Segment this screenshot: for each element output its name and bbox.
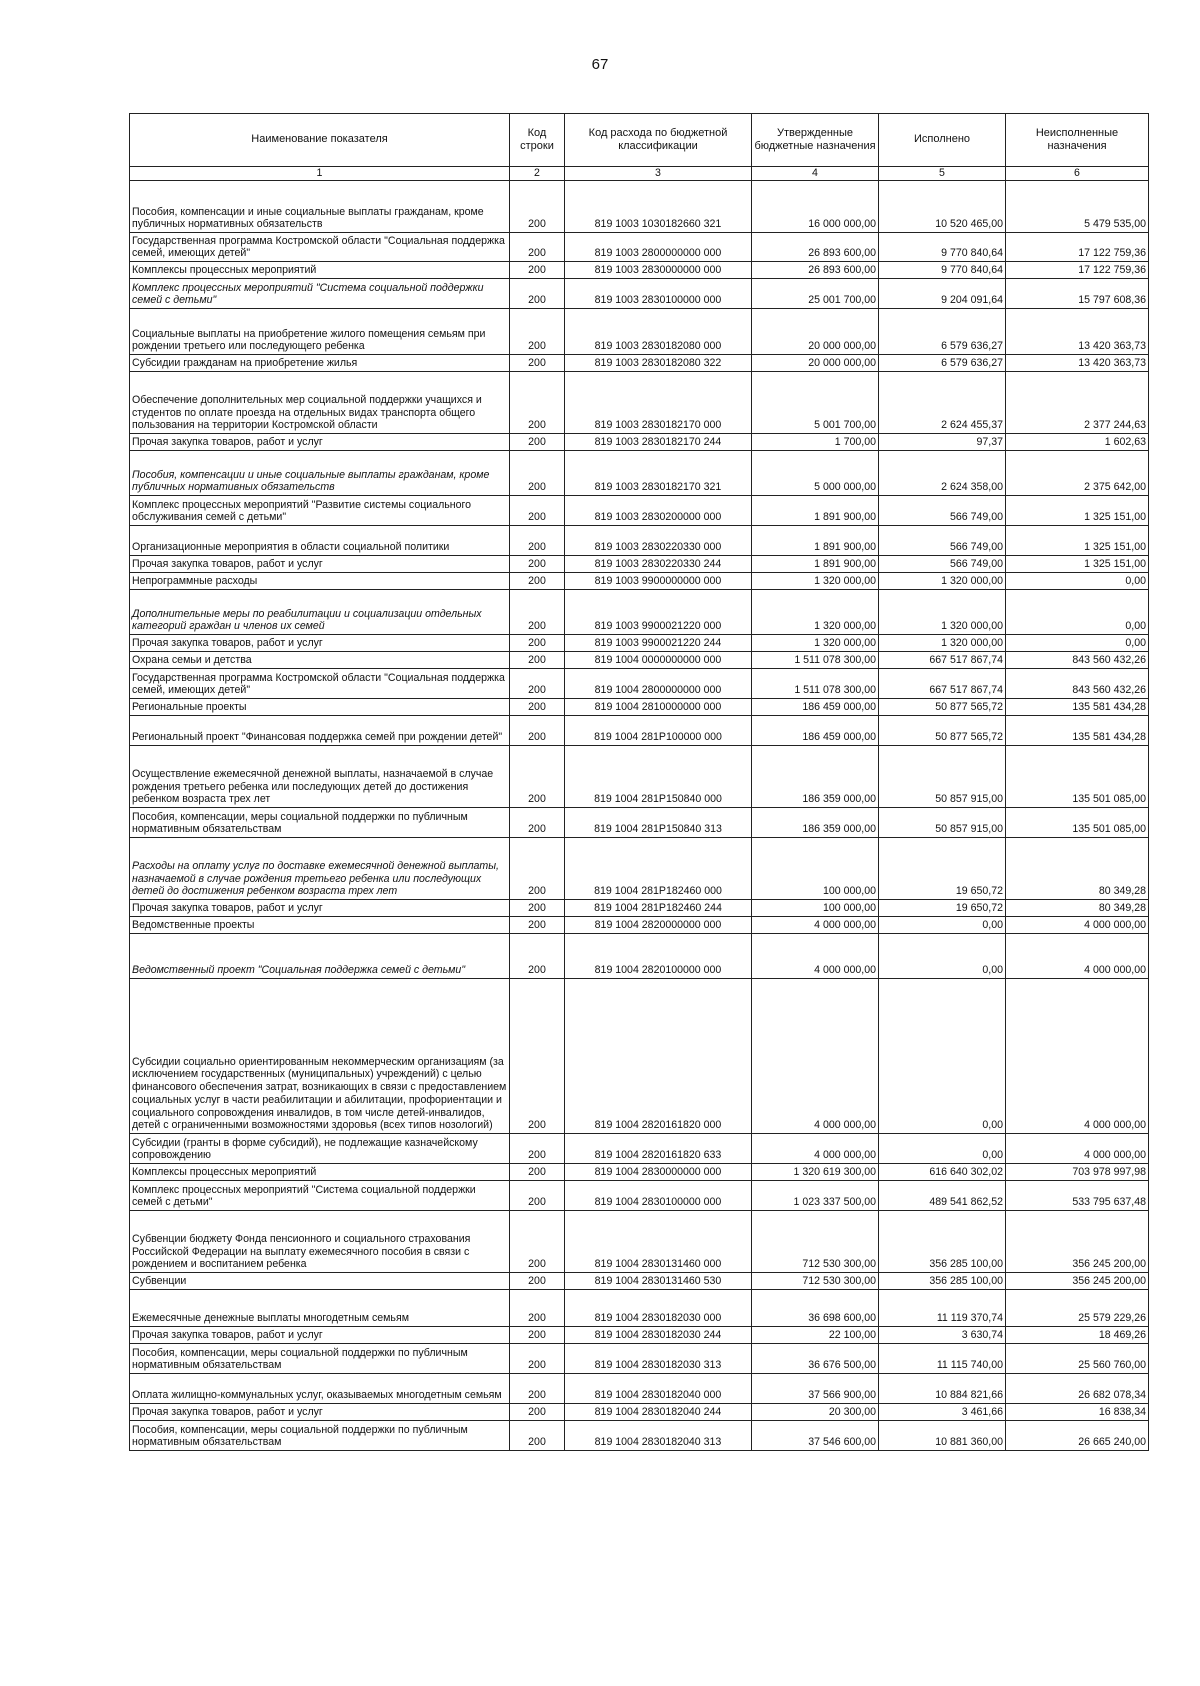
- table-row: [130, 1134, 1149, 1164]
- row-line-code: 200: [510, 1344, 565, 1374]
- header-unexecuted: Неисполненные назначения: [1006, 114, 1149, 167]
- row-unexecuted: 135 501 085,00: [1006, 808, 1149, 838]
- row-budget-code: 819 1004 2820100000 000: [565, 934, 752, 979]
- row-name: Государственная программа Костромской области "Социальная поддержка семей, имеющих детей": [130, 669, 510, 699]
- row-name: Прочая закупка товаров, работ и услуг: [130, 900, 510, 917]
- row-executed: 0,00: [879, 1134, 1006, 1164]
- row-unexecuted: 1 602,63: [1006, 434, 1149, 451]
- row-unexecuted: 2 377 244,63: [1006, 372, 1149, 434]
- row-line-code: 200: [510, 372, 565, 434]
- row-budget-code: 819 1004 2830182040 244: [565, 1404, 752, 1421]
- table-row: [130, 838, 1149, 900]
- row-approved: 26 893 600,00: [752, 233, 879, 262]
- row-executed: 1 320 000,00: [879, 573, 1006, 590]
- row-line-code: 200: [510, 669, 565, 699]
- row-name: Прочая закупка товаров, работ и услуг: [130, 434, 510, 451]
- row-executed: 0,00: [879, 934, 1006, 979]
- row-approved: 712 530 300,00: [752, 1273, 879, 1290]
- table-row: [130, 808, 1149, 838]
- row-budget-code: 819 1004 281P182460 000: [565, 838, 752, 900]
- row-name: Пособия, компенсации, меры социальной поддержки по публичным нормативным обязательствам: [130, 1344, 510, 1374]
- row-name: Комплекс процессных мероприятий "Система социальной поддержки семей с детьми": [130, 1181, 510, 1211]
- row-unexecuted: 0,00: [1006, 635, 1149, 652]
- row-line-code: 200: [510, 556, 565, 573]
- row-unexecuted: 4 000 000,00: [1006, 934, 1149, 979]
- row-budget-code: 819 1004 2830100000 000: [565, 1181, 752, 1211]
- row-unexecuted: 1 325 151,00: [1006, 556, 1149, 573]
- row-unexecuted: 2 375 642,00: [1006, 451, 1149, 496]
- row-name: Обеспечение дополнительных мер социальной поддержки учащихся и студентов по оплате проезда на отдельных видах транспорта общего пользования на территории Костромской области: [130, 372, 510, 434]
- row-budget-code: 819 1004 2830182030 313: [565, 1344, 752, 1374]
- row-name: Прочая закупка товаров, работ и услуг: [130, 556, 510, 573]
- row-line-code: 200: [510, 233, 565, 262]
- table-row: [130, 1374, 1149, 1404]
- row-approved: 22 100,00: [752, 1327, 879, 1344]
- table-row: [130, 1181, 1149, 1211]
- row-unexecuted: 13 420 363,73: [1006, 309, 1149, 355]
- table-row: [130, 573, 1149, 590]
- row-line-code: 200: [510, 1164, 565, 1181]
- row-line-code: 200: [510, 1421, 565, 1451]
- row-executed: 50 877 565,72: [879, 716, 1006, 746]
- row-unexecuted: 0,00: [1006, 573, 1149, 590]
- row-budget-code: 819 1004 2820161820 633: [565, 1134, 752, 1164]
- row-executed: 9 770 840,64: [879, 262, 1006, 279]
- column-number: 1: [130, 167, 510, 181]
- row-unexecuted: 25 560 760,00: [1006, 1344, 1149, 1374]
- row-unexecuted: 356 245 200,00: [1006, 1273, 1149, 1290]
- row-executed: 667 517 867,74: [879, 669, 1006, 699]
- row-name: Организационные мероприятия в области социальной политики: [130, 526, 510, 556]
- row-executed: 10 881 360,00: [879, 1421, 1006, 1451]
- row-budget-code: 819 1003 2830182170 244: [565, 434, 752, 451]
- row-approved: 186 359 000,00: [752, 808, 879, 838]
- row-unexecuted: 17 122 759,36: [1006, 233, 1149, 262]
- table-row: [130, 496, 1149, 526]
- row-executed: 616 640 302,02: [879, 1164, 1006, 1181]
- row-name: Расходы на оплату услуг по доставке ежемесячной денежной выплаты, назначаемой в случае рождения третьего ребенка или последующих детей до достижения ребенком возраста трех лет: [130, 838, 510, 900]
- row-budget-code: 819 1003 2830182080 000: [565, 309, 752, 355]
- row-budget-code: 819 1004 2830131460 530: [565, 1273, 752, 1290]
- row-name: Комплексы процессных мероприятий: [130, 1164, 510, 1181]
- row-name: Прочая закупка товаров, работ и услуг: [130, 1404, 510, 1421]
- row-approved: 186 459 000,00: [752, 716, 879, 746]
- row-name: Комплекс процессных мероприятий "Система социальной поддержки семей с детьми": [130, 279, 510, 309]
- row-line-code: 200: [510, 590, 565, 635]
- row-unexecuted: 80 349,28: [1006, 900, 1149, 917]
- row-line-code: 200: [510, 1327, 565, 1344]
- table-row: [130, 1421, 1149, 1451]
- row-budget-code: 819 1004 281P150840 313: [565, 808, 752, 838]
- row-approved: 25 001 700,00: [752, 279, 879, 309]
- row-executed: 356 285 100,00: [879, 1211, 1006, 1273]
- header-name: Наименование показателя: [130, 114, 510, 167]
- row-unexecuted: 533 795 637,48: [1006, 1181, 1149, 1211]
- row-approved: 1 023 337 500,00: [752, 1181, 879, 1211]
- row-budget-code: 819 1004 0000000000 000: [565, 652, 752, 669]
- row-executed: 19 650,72: [879, 838, 1006, 900]
- row-line-code: 200: [510, 181, 565, 233]
- row-budget-code: 819 1004 2820000000 000: [565, 917, 752, 934]
- row-line-code: 200: [510, 934, 565, 979]
- row-name: Пособия, компенсации и иные социальные выплаты гражданам, кроме публичных нормативных обязательств: [130, 181, 510, 233]
- row-budget-code: 819 1003 2830200000 000: [565, 496, 752, 526]
- column-number: 2: [510, 167, 565, 181]
- row-line-code: 200: [510, 355, 565, 372]
- row-executed: 3 630,74: [879, 1327, 1006, 1344]
- row-line-code: 200: [510, 1134, 565, 1164]
- row-line-code: 200: [510, 526, 565, 556]
- table-row: [130, 635, 1149, 652]
- row-unexecuted: 80 349,28: [1006, 838, 1149, 900]
- row-unexecuted: 5 479 535,00: [1006, 181, 1149, 233]
- header-executed: Исполнено: [879, 114, 1006, 167]
- table-row: [130, 652, 1149, 669]
- table-row: [130, 590, 1149, 635]
- row-budget-code: 819 1003 1030182660 321: [565, 181, 752, 233]
- row-executed: 11 115 740,00: [879, 1344, 1006, 1374]
- row-approved: 186 359 000,00: [752, 746, 879, 808]
- row-name: Охрана семьи и детства: [130, 652, 510, 669]
- row-executed: 3 461,66: [879, 1404, 1006, 1421]
- row-executed: 50 857 915,00: [879, 808, 1006, 838]
- row-budget-code: 819 1004 2830182030 000: [565, 1290, 752, 1327]
- row-budget-code: 819 1004 2820161820 000: [565, 979, 752, 1134]
- row-name: Субвенции бюджету Фонда пенсионного и социального страхования Российской Федерации на выплату ежемесячного пособия в связи с рождением и воспитанием ребенка: [130, 1211, 510, 1273]
- row-approved: 4 000 000,00: [752, 1134, 879, 1164]
- row-approved: 712 530 300,00: [752, 1211, 879, 1273]
- table-row: [130, 262, 1149, 279]
- row-name: Субсидии социально ориентированным некоммерческим организациям (за исключением государственных (муниципальных) учреждений) с целью финансового обеспечения затрат, возникающих в связи с предоставлением социальных услуг в части реабилитации и абилитации, профориентации и социального сопровождения инвалидов, в том числе детей-инвалидов, детей с ограниченными возможностями здоровья (всех типов нозологий): [130, 979, 510, 1134]
- row-unexecuted: 356 245 200,00: [1006, 1211, 1149, 1273]
- table-row: [130, 1273, 1149, 1290]
- row-budget-code: 819 1004 281P100000 000: [565, 716, 752, 746]
- row-approved: 1 320 000,00: [752, 635, 879, 652]
- table-row: [130, 451, 1149, 496]
- row-executed: 1 320 000,00: [879, 635, 1006, 652]
- row-name: Оплата жилищно-коммунальных услуг, оказываемых многодетным семьям: [130, 1374, 510, 1404]
- row-line-code: 200: [510, 573, 565, 590]
- header-line-code: Код строки: [510, 114, 565, 167]
- row-line-code: 200: [510, 262, 565, 279]
- row-unexecuted: 135 581 434,28: [1006, 716, 1149, 746]
- table-row: [130, 934, 1149, 979]
- row-approved: 100 000,00: [752, 900, 879, 917]
- row-budget-code: 819 1004 2830131460 000: [565, 1211, 752, 1273]
- table-row: [130, 556, 1149, 573]
- row-executed: 0,00: [879, 979, 1006, 1134]
- row-approved: 16 000 000,00: [752, 181, 879, 233]
- row-approved: 5 000 000,00: [752, 451, 879, 496]
- table-row: [130, 434, 1149, 451]
- row-budget-code: 819 1003 2830182080 322: [565, 355, 752, 372]
- table-row: [130, 1164, 1149, 1181]
- row-unexecuted: 0,00: [1006, 590, 1149, 635]
- row-name: Пособия, компенсации и иные социальные выплаты гражданам, кроме публичных нормативных обязательств: [130, 451, 510, 496]
- row-executed: 489 541 862,52: [879, 1181, 1006, 1211]
- row-line-code: 200: [510, 838, 565, 900]
- column-number: 6: [1006, 167, 1149, 181]
- row-executed: 19 650,72: [879, 900, 1006, 917]
- row-budget-code: 819 1004 281P150840 000: [565, 746, 752, 808]
- table-row: [130, 699, 1149, 716]
- row-unexecuted: 26 682 078,34: [1006, 1374, 1149, 1404]
- row-line-code: 200: [510, 808, 565, 838]
- row-budget-code: 819 1003 2800000000 000: [565, 233, 752, 262]
- row-line-code: 200: [510, 635, 565, 652]
- row-approved: 20 000 000,00: [752, 355, 879, 372]
- row-unexecuted: 4 000 000,00: [1006, 917, 1149, 934]
- row-approved: 1 891 900,00: [752, 496, 879, 526]
- table-row: [130, 669, 1149, 699]
- row-name: Ежемесячные денежные выплаты многодетным семьям: [130, 1290, 510, 1327]
- row-unexecuted: 25 579 229,26: [1006, 1290, 1149, 1327]
- row-executed: 50 877 565,72: [879, 699, 1006, 716]
- row-name: Субсидии гражданам на приобретение жилья: [130, 355, 510, 372]
- table-row: [130, 1327, 1149, 1344]
- table-row: [130, 526, 1149, 556]
- row-line-code: 200: [510, 979, 565, 1134]
- table-row: [130, 309, 1149, 355]
- table-row: [130, 979, 1149, 1134]
- row-executed: 566 749,00: [879, 556, 1006, 573]
- row-line-code: 200: [510, 1374, 565, 1404]
- row-budget-code: 819 1003 2830220330 000: [565, 526, 752, 556]
- row-line-code: 200: [510, 1273, 565, 1290]
- row-approved: 37 546 600,00: [752, 1421, 879, 1451]
- row-approved: 5 001 700,00: [752, 372, 879, 434]
- row-budget-code: 819 1003 2830182170 321: [565, 451, 752, 496]
- row-budget-code: 819 1003 2830000000 000: [565, 262, 752, 279]
- row-executed: 10 520 465,00: [879, 181, 1006, 233]
- row-name: Дополнительные меры по реабилитации и социализации отдельных категорий граждан и членов их семей: [130, 590, 510, 635]
- row-unexecuted: 16 838,34: [1006, 1404, 1149, 1421]
- row-name: Непрограммные расходы: [130, 573, 510, 590]
- row-line-code: 200: [510, 279, 565, 309]
- row-unexecuted: 703 978 997,98: [1006, 1164, 1149, 1181]
- row-budget-code: 819 1004 2800000000 000: [565, 669, 752, 699]
- row-executed: 9 770 840,64: [879, 233, 1006, 262]
- row-name: Социальные выплаты на приобретение жилого помещения семьям при рождении третьего или последующего ребенка: [130, 309, 510, 355]
- row-line-code: 200: [510, 1290, 565, 1327]
- row-executed: 6 579 636,27: [879, 355, 1006, 372]
- row-approved: 1 700,00: [752, 434, 879, 451]
- row-budget-code: 819 1004 2830182040 000: [565, 1374, 752, 1404]
- budget-execution-table: [129, 113, 1149, 1451]
- page-number: 67: [591, 56, 609, 73]
- row-budget-code: 819 1004 2830000000 000: [565, 1164, 752, 1181]
- row-unexecuted: 15 797 608,36: [1006, 279, 1149, 309]
- row-approved: 1 320 000,00: [752, 590, 879, 635]
- row-budget-code: 819 1004 2810000000 000: [565, 699, 752, 716]
- row-budget-code: 819 1003 9900021220 000: [565, 590, 752, 635]
- row-name: Пособия, компенсации, меры социальной поддержки по публичным нормативным обязательствам: [130, 808, 510, 838]
- row-executed: 667 517 867,74: [879, 652, 1006, 669]
- table-row: [130, 917, 1149, 934]
- row-line-code: 200: [510, 900, 565, 917]
- row-approved: 1 511 078 300,00: [752, 669, 879, 699]
- row-approved: 20 300,00: [752, 1404, 879, 1421]
- row-executed: 566 749,00: [879, 526, 1006, 556]
- table-row: [130, 181, 1149, 233]
- header-row: [130, 114, 1149, 167]
- row-budget-code: 819 1004 281P182460 244: [565, 900, 752, 917]
- table-row: [130, 716, 1149, 746]
- row-executed: 2 624 455,37: [879, 372, 1006, 434]
- row-approved: 186 459 000,00: [752, 699, 879, 716]
- row-line-code: 200: [510, 699, 565, 716]
- row-budget-code: 819 1004 2830182040 313: [565, 1421, 752, 1451]
- column-number: 3: [565, 167, 752, 181]
- row-unexecuted: 1 325 151,00: [1006, 496, 1149, 526]
- row-approved: 20 000 000,00: [752, 309, 879, 355]
- table-row: [130, 1211, 1149, 1273]
- row-line-code: 200: [510, 451, 565, 496]
- row-name: Субвенции: [130, 1273, 510, 1290]
- header-budget-code: Код расхода по бюджетной классификации: [565, 114, 752, 167]
- row-line-code: 200: [510, 716, 565, 746]
- row-executed: 6 579 636,27: [879, 309, 1006, 355]
- row-name: Осуществление ежемесячной денежной выплаты, назначаемой в случае рождения третьего ребенка или последующих детей до достижения ребенком возраста трех лет: [130, 746, 510, 808]
- row-unexecuted: 1 325 151,00: [1006, 526, 1149, 556]
- column-number: 4: [752, 167, 879, 181]
- table-row: [130, 233, 1149, 262]
- row-line-code: 200: [510, 1211, 565, 1273]
- row-approved: 36 698 600,00: [752, 1290, 879, 1327]
- row-approved: 4 000 000,00: [752, 917, 879, 934]
- row-name: Государственная программа Костромской области "Социальная поддержка семей, имеющих детей": [130, 233, 510, 262]
- row-approved: 1 891 900,00: [752, 526, 879, 556]
- table-row: [130, 279, 1149, 309]
- row-line-code: 200: [510, 309, 565, 355]
- table-body: [130, 181, 1149, 1451]
- row-line-code: 200: [510, 1181, 565, 1211]
- column-number: 5: [879, 167, 1006, 181]
- row-name: Региональный проект "Финансовая поддержка семей при рождении детей": [130, 716, 510, 746]
- row-approved: 1 511 078 300,00: [752, 652, 879, 669]
- row-approved: 4 000 000,00: [752, 979, 879, 1134]
- row-executed: 0,00: [879, 917, 1006, 934]
- row-executed: 2 624 358,00: [879, 451, 1006, 496]
- table-row: [130, 355, 1149, 372]
- row-unexecuted: 26 665 240,00: [1006, 1421, 1149, 1451]
- row-unexecuted: 18 469,26: [1006, 1327, 1149, 1344]
- row-executed: 11 119 370,74: [879, 1290, 1006, 1327]
- column-number-row: [130, 167, 1149, 181]
- row-name: Ведомственный проект "Социальная поддержка семей с детьми": [130, 934, 510, 979]
- row-executed: 356 285 100,00: [879, 1273, 1006, 1290]
- row-line-code: 200: [510, 917, 565, 934]
- row-name: Прочая закупка товаров, работ и услуг: [130, 1327, 510, 1344]
- row-name: Региональные проекты: [130, 699, 510, 716]
- table-row: [130, 372, 1149, 434]
- row-name: Прочая закупка товаров, работ и услуг: [130, 635, 510, 652]
- table-row: [130, 1344, 1149, 1374]
- row-unexecuted: 843 560 432,26: [1006, 669, 1149, 699]
- row-budget-code: 819 1003 2830220330 244: [565, 556, 752, 573]
- row-executed: 10 884 821,66: [879, 1374, 1006, 1404]
- row-unexecuted: 4 000 000,00: [1006, 979, 1149, 1134]
- row-line-code: 200: [510, 496, 565, 526]
- header-approved: Утвержденные бюджетные назначения: [752, 114, 879, 167]
- table-row: [130, 746, 1149, 808]
- row-executed: 9 204 091,64: [879, 279, 1006, 309]
- row-name: Пособия, компенсации, меры социальной поддержки по публичным нормативным обязательствам: [130, 1421, 510, 1451]
- row-line-code: 200: [510, 652, 565, 669]
- row-executed: 50 857 915,00: [879, 746, 1006, 808]
- row-approved: 26 893 600,00: [752, 262, 879, 279]
- row-approved: 4 000 000,00: [752, 934, 879, 979]
- row-line-code: 200: [510, 1404, 565, 1421]
- row-approved: 1 320 619 300,00: [752, 1164, 879, 1181]
- table-row: [130, 1404, 1149, 1421]
- row-budget-code: 819 1004 2830182030 244: [565, 1327, 752, 1344]
- row-unexecuted: 4 000 000,00: [1006, 1134, 1149, 1164]
- row-budget-code: 819 1003 2830182170 000: [565, 372, 752, 434]
- row-executed: 566 749,00: [879, 496, 1006, 526]
- row-approved: 100 000,00: [752, 838, 879, 900]
- row-name: Комплекс процессных мероприятий "Развитие системы социального обслуживания семей с детьми": [130, 496, 510, 526]
- row-name: Субсидии (гранты в форме субсидий), не подлежащие казначейскому сопровождению: [130, 1134, 510, 1164]
- row-unexecuted: 13 420 363,73: [1006, 355, 1149, 372]
- row-unexecuted: 135 501 085,00: [1006, 746, 1149, 808]
- row-approved: 36 676 500,00: [752, 1344, 879, 1374]
- row-executed: 97,37: [879, 434, 1006, 451]
- row-budget-code: 819 1003 2830100000 000: [565, 279, 752, 309]
- table-row: [130, 1290, 1149, 1327]
- row-approved: 1 891 900,00: [752, 556, 879, 573]
- row-budget-code: 819 1003 9900000000 000: [565, 573, 752, 590]
- row-unexecuted: 843 560 432,26: [1006, 652, 1149, 669]
- row-executed: 1 320 000,00: [879, 590, 1006, 635]
- row-unexecuted: 17 122 759,36: [1006, 262, 1149, 279]
- row-unexecuted: 135 581 434,28: [1006, 699, 1149, 716]
- row-approved: 1 320 000,00: [752, 573, 879, 590]
- row-name: Ведомственные проекты: [130, 917, 510, 934]
- row-approved: 37 566 900,00: [752, 1374, 879, 1404]
- row-line-code: 200: [510, 434, 565, 451]
- row-budget-code: 819 1003 9900021220 244: [565, 635, 752, 652]
- row-line-code: 200: [510, 746, 565, 808]
- row-name: Комплексы процессных мероприятий: [130, 262, 510, 279]
- table-row: [130, 900, 1149, 917]
